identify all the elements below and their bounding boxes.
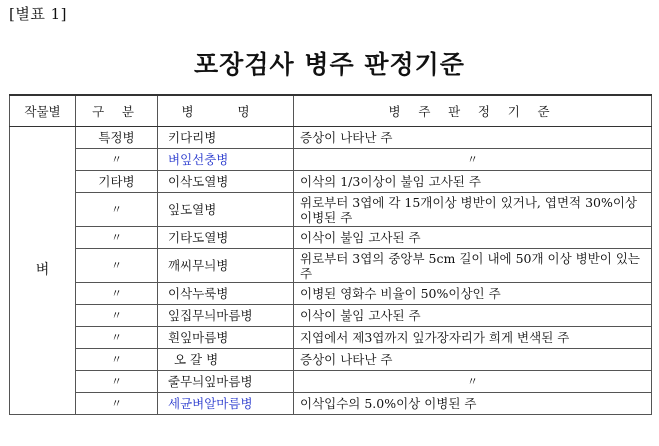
classification-cell: 기타병 (76, 171, 158, 193)
classification-cell: 〃 (76, 393, 158, 415)
criteria-cell: 증상이 나타난 주 (294, 127, 652, 149)
criteria-cell: 이삭이 불임 고사된 주 (294, 227, 652, 249)
table-row (10, 193, 652, 227)
classification-cell: 〃 (76, 227, 158, 249)
disease-cell: 깨씨무늬병 (158, 249, 294, 283)
table-row (10, 305, 652, 327)
table-row (10, 227, 652, 249)
table-row (10, 371, 652, 393)
header-crop: 작물별 (10, 95, 76, 127)
disease-criteria-table (9, 94, 652, 415)
table-row (10, 127, 652, 149)
table-row (10, 327, 652, 349)
table-header-row (10, 95, 652, 127)
classification-cell: 〃 (76, 283, 158, 305)
disease-cell: 이삭도열병 (158, 171, 294, 193)
classification-cell: 〃 (76, 249, 158, 283)
disease-cell: 키다리병 (158, 127, 294, 149)
criteria-cell: 지엽에서 제3엽까지 잎가장자리가 희게 변색된 주 (294, 327, 652, 349)
disease-cell: 줄무늬잎마름병 (158, 371, 294, 393)
disease-cell: 세균벼알마름병 (158, 393, 294, 415)
criteria-cell: 이삭이 불임 고사된 주 (294, 305, 652, 327)
classification-cell: 〃 (76, 193, 158, 227)
disease-cell: 흰잎마름병 (158, 327, 294, 349)
header-criteria: 병 주 판 정 기 준 (294, 95, 652, 127)
disease-cell: 이삭누룩병 (158, 283, 294, 305)
criteria-cell: 위로부터 3엽의 중앙부 5cm 길이 내에 50개 이상 병반이 있는 주 (294, 249, 652, 283)
classification-cell: 〃 (76, 149, 158, 171)
classification-cell: 〃 (76, 349, 158, 371)
page-title: 포장검사 병주 판정기준 (194, 50, 465, 79)
header-disease: 병 명 (158, 95, 294, 127)
criteria-cell: 이병된 영화수 비율이 50%이상인 주 (294, 283, 652, 305)
criteria-cell: 〃 (294, 371, 652, 393)
table-row (10, 349, 652, 371)
criteria-cell: 〃 (294, 149, 652, 171)
header-classification: 구 분 (76, 95, 158, 127)
table-row (10, 393, 652, 415)
table-row (10, 171, 652, 193)
table-row (10, 249, 652, 283)
crop-cell: 벼 (10, 127, 76, 415)
classification-cell: 특정병 (76, 127, 158, 149)
table-row (10, 283, 652, 305)
classification-cell: 〃 (76, 371, 158, 393)
annex-label: [별표 1] (9, 5, 67, 23)
criteria-cell: 위로부터 3엽에 각 15개이상 병반이 있거나, 엽면적 30%이상 이병된 주 (294, 193, 652, 227)
table-row (10, 149, 652, 171)
disease-cell: 벼잎선충병 (158, 149, 294, 171)
criteria-cell: 이삭입수의 5.0%이상 이병된 주 (294, 393, 652, 415)
disease-cell: 잎집무늬마름병 (158, 305, 294, 327)
criteria-cell: 이삭의 1/3이상이 불임 고사된 주 (294, 171, 652, 193)
criteria-cell: 증상이 나타난 주 (294, 349, 652, 371)
classification-cell: 〃 (76, 327, 158, 349)
classification-cell: 〃 (76, 305, 158, 327)
disease-cell: 기타도열병 (158, 227, 294, 249)
disease-cell: 잎도열병 (158, 193, 294, 227)
disease-cell: 오 갈 병 (158, 349, 294, 371)
